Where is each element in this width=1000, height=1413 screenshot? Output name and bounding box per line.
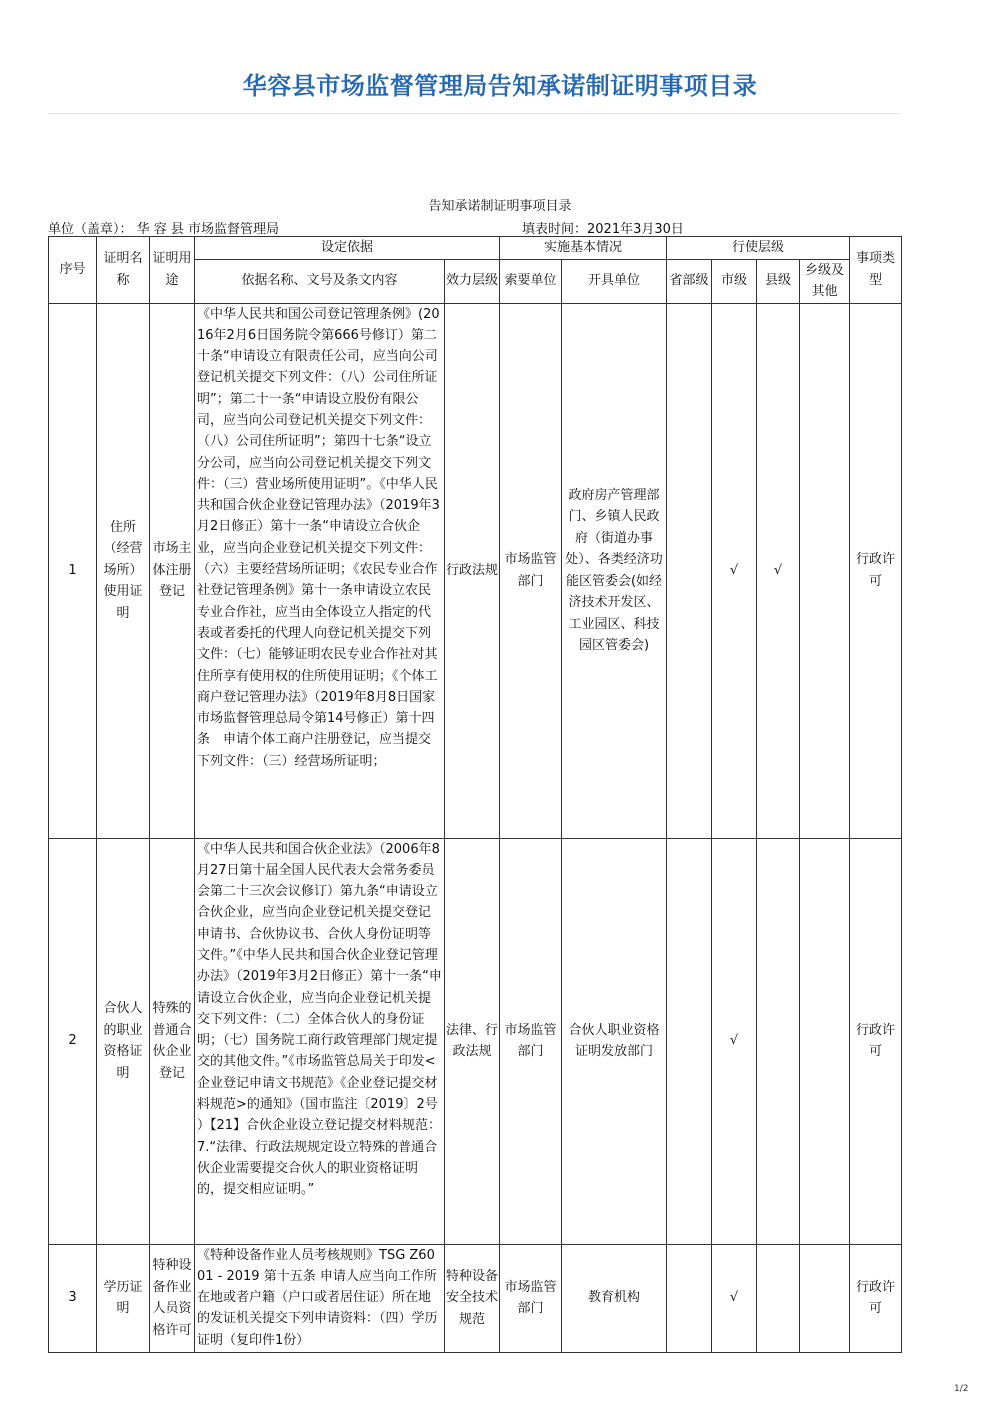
row-seq: 1	[49, 303, 97, 838]
row-request-unit: 市场监管部门	[500, 838, 562, 1244]
row-effect-level: 特种设备安全技术规范	[445, 1244, 500, 1352]
table-row	[49, 838, 902, 1244]
row-seq: 2	[49, 838, 97, 1244]
unit-label: 单位（盖章）： 华 容 县 市场监督管理局	[48, 222, 280, 237]
title-divider	[48, 113, 900, 114]
row-issue-unit: 教育机构	[562, 1244, 667, 1352]
header-basis-content: 依据名称、文号及条文内容	[195, 259, 445, 303]
row-effect-level: 法律、行政法规	[445, 838, 500, 1244]
row-item-type: 行政许可	[850, 1244, 902, 1352]
header-level-group: 行使层级	[667, 237, 850, 260]
row-cert-use: 特殊的普通合伙企业登记	[150, 838, 195, 1244]
row-cert-name: 住所（经营场所）使用证明	[97, 303, 150, 838]
row-basis: 《特种设备作业人员考核规则》TSG Z6001 - 2019 第十五条 申请人应当向工作所在地或者户籍（户口或者居住证）所在地的发证机关提交下列申请资料：（四）学历证明（复印件1份）	[195, 1244, 445, 1352]
row-provincial	[667, 303, 712, 838]
header-cert-use: 证明用途	[150, 237, 195, 304]
table-caption: 告知承诺制证明事项目录	[428, 199, 572, 214]
row-item-type: 行政许可	[850, 303, 902, 838]
row-request-unit: 市场监管部门	[500, 1244, 562, 1352]
header-seq: 序号	[49, 237, 97, 304]
page-number: 1/2	[954, 1384, 969, 1394]
row-cert-use: 市场主体注册登记	[150, 303, 195, 838]
row-effect-level: 行政法规	[445, 303, 500, 838]
page-title: 华容县市场监督管理局告知承诺制证明事项目录	[242, 72, 758, 100]
row-county	[757, 838, 800, 1244]
header-county: 县级	[757, 259, 800, 303]
row-town	[800, 303, 850, 838]
row-cert-name: 合伙人的职业资格证明	[97, 838, 150, 1244]
header-request-unit: 索要单位	[500, 259, 562, 303]
row-town	[800, 1244, 850, 1352]
table-row	[49, 1244, 902, 1352]
header-item-type: 事项类型	[850, 237, 902, 304]
row-cert-name: 学历证明	[97, 1244, 150, 1352]
row-provincial	[667, 1244, 712, 1352]
catalog-table	[48, 236, 902, 1353]
row-town	[800, 838, 850, 1244]
row-basis: 《中华人民共和国合伙企业法》（2006年8月27日第十届全国人民代表大会常务委员会第二十三次会议修订）第九条“申请设立合伙企业，应当向企业登记机关提交登记申请书、合伙协议书、合伙人身份证明等文件。”《中华人民共和国合伙企业登记管理办法》（2019年3月2日修正）第十一条“申请设立合伙企业，应当向企业登记机关提交下列文件：（二）全体合伙人的身份证明；（七）国务院工商行政管理部门规定提交的其他文件。”《市场监管总局关于印发<企业登记申请文书规范》《企业登记提交材料规范>的通知》（国市监注〔2019〕2号 ）【21】合伙企业设立登记提交材料规范：7.“法律、行政法规规定设立特殊的普通合伙企业需要提交合伙人的职业资格证明的，提交相应证明。”	[195, 838, 445, 1244]
row-city: √	[712, 1244, 757, 1352]
header-cert-name: 证明名称	[97, 237, 150, 304]
row-basis: 《中华人民共和国公司登记管理条例》(2016年2月6日国务院令第666号修订）第二十条“申请设立有限责任公司，应当向公司登记机关提交下列文件：（八）公司住所证明”；第二十一条“申请设立股份有限公司，应当向公司登记机关提交下列文件：（八）公司住所证明”；第四十七条“设立分公司，应当向公司登记机关提交下列文件：（三）营业场所使用证明”。《中华人民共和国合伙企业登记管理办法》（2019年3月2日修正）第十一条“申请设立合伙企业，应当向企业登记机关提交下列文件：（六）主要经营场所证明；《农民专业合作社登记管理条例》第十一条申请设立农民专业合作社，应当由全体设立人指定的代表或者委托的代理人向登记机关提交下列文件：（七）能够证明农民专业合作社对其住所享有使用权的住所使用证明；《个体工商户登记管理办法》（2019年8月8日国家市场监督管理总局令第14号修正）第十四条 申请个体工商户注册登记，应当提交下列文件：（三）经营场所证明；	[195, 303, 445, 838]
row-city: √	[712, 838, 757, 1244]
header-basis-group: 设定依据	[195, 237, 500, 260]
row-issue-unit: 政府房产管理部门、乡镇人民政府（街道办事处）、各类经济功能区管委会(如经济技术开发区、工业园区、科技园区管委会)	[562, 303, 667, 838]
row-county: √	[757, 303, 800, 838]
row-item-type: 行政许可	[850, 838, 902, 1244]
header-city: 市级	[712, 259, 757, 303]
header-issue-unit: 开具单位	[562, 259, 667, 303]
row-provincial	[667, 838, 712, 1244]
row-request-unit: 市场监管部门	[500, 303, 562, 838]
header-impl-group: 实施基本情况	[500, 237, 667, 260]
row-county	[757, 1244, 800, 1352]
row-issue-unit: 合伙人职业资格证明发放部门	[562, 838, 667, 1244]
row-city: √	[712, 303, 757, 838]
row-seq: 3	[49, 1244, 97, 1352]
row-cert-use: 特种设备作业人员资格许可	[150, 1244, 195, 1352]
date-label: 填表时间：2021年3月30日	[522, 222, 684, 237]
header-effect-level: 效力层级	[445, 259, 500, 303]
table-row	[49, 303, 902, 838]
header-town: 乡级及其他	[800, 259, 850, 303]
header-provincial: 省部级	[667, 259, 712, 303]
